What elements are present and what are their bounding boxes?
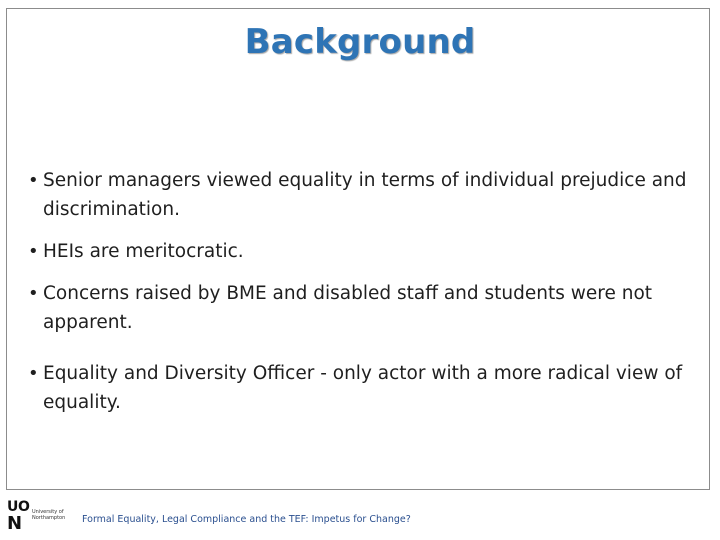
bullet-marker: • bbox=[28, 363, 39, 384]
bullet-item bbox=[28, 166, 698, 224]
logo-letter-n: N bbox=[7, 513, 23, 534]
bullet-item bbox=[28, 237, 698, 266]
logo-letter-u: U bbox=[7, 499, 19, 515]
logo-wordmark bbox=[32, 509, 65, 521]
bullet-marker: • bbox=[28, 241, 39, 262]
logo-line-1: University of bbox=[32, 509, 64, 515]
bullet-marker: • bbox=[28, 283, 39, 304]
logo-letters bbox=[6, 499, 30, 535]
bullet-marker: • bbox=[28, 170, 39, 191]
bullet-item bbox=[28, 359, 698, 417]
logo-letter-o: O bbox=[18, 499, 30, 515]
slide-footer bbox=[0, 495, 720, 540]
logo-line-2: Northampton bbox=[32, 515, 66, 521]
bullet-text: HEIs are meritocratic. bbox=[43, 241, 244, 262]
bullet-list bbox=[28, 166, 698, 417]
footer-caption: Formal Equality, Legal Compliance and the TEF: Impetus for Change? bbox=[82, 514, 411, 525]
university-logo bbox=[6, 499, 70, 535]
bullet-text: Concerns raised by BME and disabled staff and students were not apparent. bbox=[43, 283, 653, 333]
bullet-text: Equality and Diversity Officer - only actor with a more radical view of equality. bbox=[43, 363, 683, 413]
bullet-text: Senior managers viewed equality in terms of individual prejudice and discrimination. bbox=[43, 170, 687, 220]
slide-title: Background bbox=[244, 22, 476, 62]
bullet-item bbox=[28, 279, 698, 337]
